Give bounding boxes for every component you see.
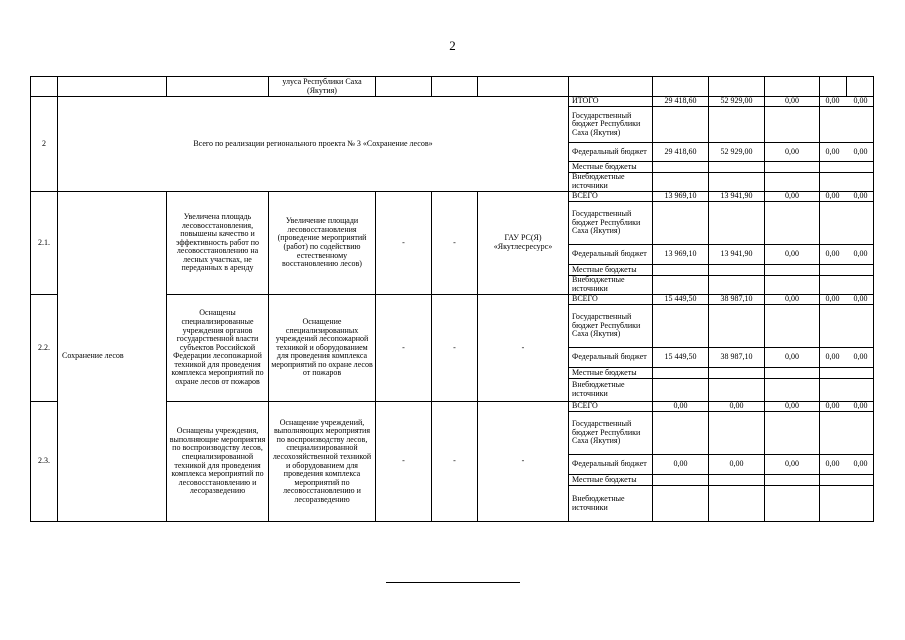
- value-cell: [765, 379, 820, 402]
- value-cell: [820, 475, 874, 486]
- source-label: Государственный бюджет Республики Саха (Якутия): [569, 202, 653, 245]
- value-cell: [709, 202, 765, 245]
- item-num: 2.1.: [31, 192, 58, 295]
- value-cell: 0,00: [765, 97, 820, 107]
- total-num: 2: [31, 97, 58, 192]
- value-cell: 0,00: [825, 191, 840, 201]
- value-cell: [709, 173, 765, 192]
- value-cell: [820, 107, 874, 143]
- value-cell: [820, 97, 874, 107]
- value-cell: [709, 475, 765, 486]
- footer-divider: [386, 582, 520, 583]
- value-cell: 0,00: [825, 294, 840, 304]
- value-cell: [820, 295, 874, 305]
- value-cell: [820, 402, 874, 412]
- value-cell: [765, 265, 820, 276]
- value-cell: [653, 412, 709, 455]
- value-cell: 0,00: [765, 348, 820, 368]
- source-label: Государственный бюджет Республики Саха (Якутия): [569, 305, 653, 348]
- value-cell: [820, 379, 874, 402]
- value-cell: [820, 348, 874, 368]
- cell-empty: [765, 77, 820, 97]
- value-cell: [709, 379, 765, 402]
- value-cell: 0,00: [765, 245, 820, 265]
- value-cell: [653, 265, 709, 276]
- item-measure: Оснащение специализированных учреждений лесопожарной техникой и оборудованием для проведения комплекса мероприятий по охране лесов от пожаров: [269, 295, 376, 402]
- group-name: Сохранение лесов: [58, 192, 167, 522]
- value-cell: [765, 486, 820, 522]
- value-cell: 0,00: [825, 249, 840, 259]
- item-date-end: -: [432, 192, 478, 295]
- cell-empty: [432, 77, 478, 97]
- value-cell: [765, 305, 820, 348]
- value-cell: 0,00: [765, 455, 820, 475]
- item-result: Увеличена площадь лесовосстановления, повышены качество и эффективность работ по лесовосстановлению на лесных участках, не переданных в аренду: [167, 192, 269, 295]
- item-measure: Увеличение площади лесовосстановления (проведение мероприятий (работ) по содействию естественному восстановлению лесов): [269, 192, 376, 295]
- total-row: [31, 97, 874, 107]
- value-cell: 0,00: [765, 295, 820, 305]
- value-cell: [653, 486, 709, 522]
- value-cell: [653, 305, 709, 348]
- value-cell: 13 941,90: [709, 245, 765, 265]
- source-label: ВСЕГО: [569, 192, 653, 202]
- item-date-start: -: [376, 295, 432, 402]
- cell-empty: [31, 77, 58, 97]
- cell-empty: [478, 77, 569, 97]
- item-date-start: -: [376, 192, 432, 295]
- value-cell: [820, 455, 874, 475]
- value-cell: [820, 276, 874, 295]
- value-cell: 0,00: [765, 402, 820, 412]
- value-cell: 38 987,10: [709, 295, 765, 305]
- source-label: Внебюджетные источники: [569, 486, 653, 522]
- value-cell: [709, 276, 765, 295]
- value-cell: 0,00: [853, 352, 868, 362]
- value-cell: [653, 107, 709, 143]
- cell-empty: [820, 77, 847, 97]
- source-label: Местные бюджеты: [569, 368, 653, 379]
- value-cell: [820, 192, 874, 202]
- value-cell: [709, 368, 765, 379]
- item-result: Оснащены специализированные учреждения органов государственной власти субъектов Российской Федерации лесопожарной техникой для проведения комплекса мероприятий по охране лесов от пожаров: [167, 295, 269, 402]
- value-cell: 13 969,10: [653, 245, 709, 265]
- value-cell: [653, 475, 709, 486]
- value-cell: [820, 368, 874, 379]
- source-label: Местные бюджеты: [569, 162, 653, 173]
- value-cell: 0,00: [653, 402, 709, 412]
- source-label: Федеральный бюджет: [569, 348, 653, 368]
- item-executor: -: [478, 402, 569, 522]
- source-label: Внебюджетные источники: [569, 379, 653, 402]
- item-result: Оснащены учреждения, выполняющие мероприятия по воспроизводству лесов, специализированной техникой для проведения комплекса мероприятий по лесовосстановлению и лесоразведению: [167, 402, 269, 522]
- value-cell: [820, 245, 874, 265]
- value-cell: 15 449,50: [653, 348, 709, 368]
- value-cell: [653, 276, 709, 295]
- source-label: Местные бюджеты: [569, 475, 653, 486]
- value-cell: [653, 202, 709, 245]
- item-executor: -: [478, 295, 569, 402]
- budget-table: [30, 76, 874, 522]
- item-date-end: -: [432, 402, 478, 522]
- value-cell: 52 929,00: [709, 97, 765, 107]
- item-row: [31, 192, 874, 202]
- value-cell: [765, 202, 820, 245]
- value-cell: 0,00: [765, 192, 820, 202]
- value-cell: [653, 379, 709, 402]
- value-cell: [765, 162, 820, 173]
- cell-empty: [653, 77, 709, 97]
- value-cell: 13 969,10: [653, 192, 709, 202]
- source-label: Внебюджетные источники: [569, 173, 653, 192]
- continuation-executor: улуса Республики Саха (Якутия): [269, 77, 376, 97]
- cell-empty: [167, 77, 269, 97]
- value-cell: 15 449,50: [653, 295, 709, 305]
- continuation-row: [31, 77, 874, 97]
- value-cell: [653, 173, 709, 192]
- value-cell: 0,00: [825, 352, 840, 362]
- source-label: ИТОГО: [569, 97, 653, 107]
- page-number: 2: [449, 38, 456, 53]
- value-cell: 0,00: [709, 455, 765, 475]
- value-cell: 0,00: [853, 294, 868, 304]
- total-title: Всего по реализации регионального проекта № 3 «Сохранение лесов»: [58, 97, 569, 192]
- value-cell: [653, 162, 709, 173]
- value-cell: 0,00: [825, 459, 840, 469]
- cell-empty: [569, 77, 653, 97]
- value-cell: [820, 143, 874, 162]
- value-cell: [709, 305, 765, 348]
- value-cell: 0,00: [765, 143, 820, 162]
- source-label: ВСЕГО: [569, 295, 653, 305]
- value-cell: [709, 162, 765, 173]
- item-num: 2.3.: [31, 402, 58, 522]
- source-label: ВСЕГО: [569, 402, 653, 412]
- value-cell: 0,00: [853, 96, 868, 106]
- value-cell: [765, 276, 820, 295]
- value-cell: 0,00: [853, 401, 868, 411]
- source-label: Федеральный бюджет: [569, 245, 653, 265]
- source-label: Государственный бюджет Республики Саха (Якутия): [569, 412, 653, 455]
- value-cell: 52 929,00: [709, 143, 765, 162]
- value-cell: [765, 107, 820, 143]
- item-num: 2.2.: [31, 295, 58, 402]
- item-date-end: -: [432, 295, 478, 402]
- item-date-start: -: [376, 402, 432, 522]
- value-cell: [765, 475, 820, 486]
- value-cell: [709, 265, 765, 276]
- value-cell: 0,00: [653, 455, 709, 475]
- cell-empty: [376, 77, 432, 97]
- cell-empty: [709, 77, 765, 97]
- value-cell: 13 941,90: [709, 192, 765, 202]
- value-cell: [820, 305, 874, 348]
- item-measure: Оснащение учреждений, выполняющих мероприятия по воспроизводству лесов, специализированной лесохозяйственной техникой и оборудованием для проведения комплекса мероприятий по лесовосстановлению и лесоразведению: [269, 402, 376, 522]
- value-cell: 29 418,60: [653, 97, 709, 107]
- value-cell: [820, 486, 874, 522]
- source-label: Федеральный бюджет: [569, 455, 653, 475]
- value-cell: [820, 265, 874, 276]
- value-cell: 0,00: [709, 402, 765, 412]
- source-label: Государственный бюджет Республики Саха (Якутия): [569, 107, 653, 143]
- value-cell: [709, 486, 765, 522]
- value-cell: 0,00: [853, 249, 868, 259]
- value-cell: [820, 412, 874, 455]
- cell-empty: [847, 77, 874, 97]
- source-label: Федеральный бюджет: [569, 143, 653, 162]
- value-cell: [709, 412, 765, 455]
- value-cell: 0,00: [825, 401, 840, 411]
- value-cell: [820, 202, 874, 245]
- source-label: Внебюджетные источники: [569, 276, 653, 295]
- value-cell: [820, 162, 874, 173]
- value-cell: 0,00: [853, 146, 868, 156]
- value-cell: 0,00: [853, 191, 868, 201]
- source-label: Местные бюджеты: [569, 265, 653, 276]
- value-cell: [653, 368, 709, 379]
- value-cell: [709, 107, 765, 143]
- value-cell: [820, 173, 874, 192]
- value-cell: 0,00: [825, 96, 840, 106]
- value-cell: 38 987,10: [709, 348, 765, 368]
- value-cell: [765, 368, 820, 379]
- value-cell: 29 418,60: [653, 143, 709, 162]
- item-executor: ГАУ РС(Я) «Якутлесресурс»: [478, 192, 569, 295]
- value-cell: 0,00: [853, 459, 868, 469]
- value-cell: 0,00: [825, 146, 840, 156]
- value-cell: [765, 173, 820, 192]
- cell-empty: [58, 77, 167, 97]
- value-cell: [765, 412, 820, 455]
